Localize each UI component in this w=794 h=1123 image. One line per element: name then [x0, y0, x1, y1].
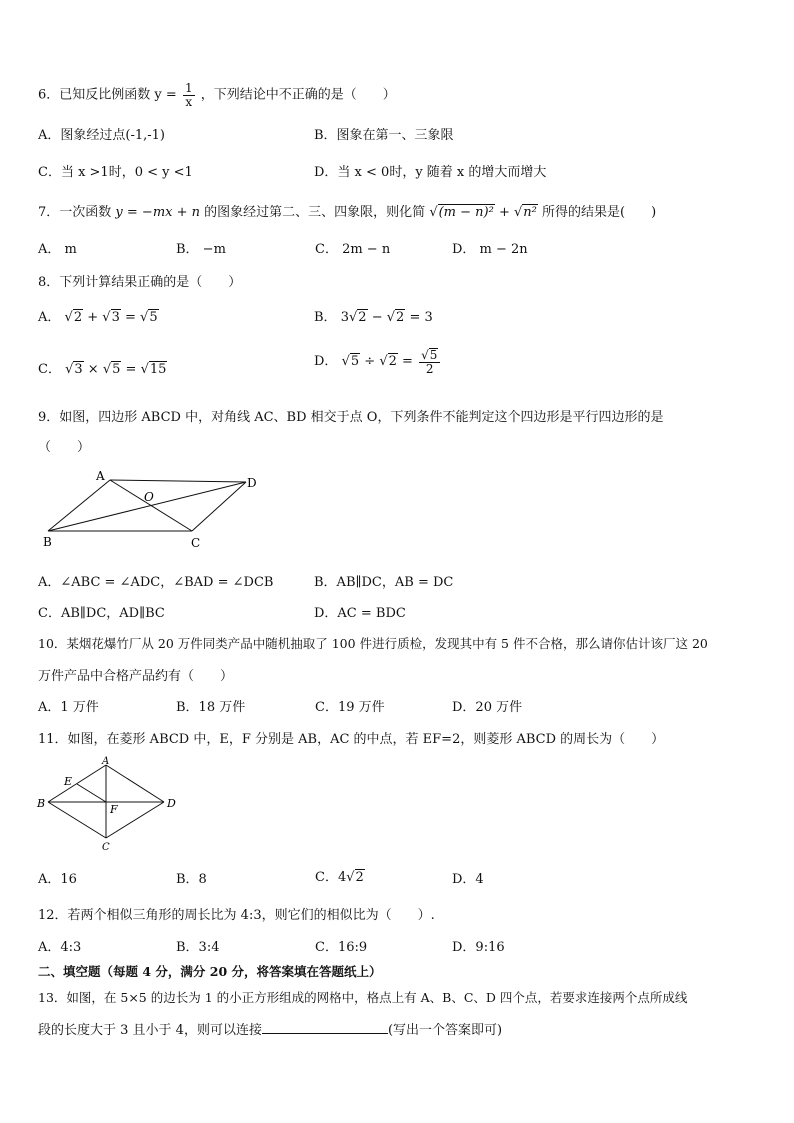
- q7-option-d: D． m − 2n: [452, 242, 528, 257]
- q6-option-c: C．当 x >1时，0 < y <1: [38, 165, 193, 180]
- q9-stem: 9．如图，四边形 ABCD 中，对角线 AC、BD 相交于点 O，下列条件不能判定这个四边形是平行四边形的是: [38, 410, 664, 425]
- q9-option-b: B．AB∥DC，AB = DC: [314, 575, 454, 590]
- q13-answer-blank[interactable]: [262, 1021, 388, 1034]
- section-2-title: 二、填空题（每题 4 分，满分 20 分，将答案填在答题纸上）: [38, 964, 382, 979]
- q7-option-a: A． m: [38, 242, 77, 257]
- q10-option-d: D．20 万件: [452, 700, 523, 715]
- q7-stem: [38, 201, 656, 220]
- q9-option-d: D．AC = BDC: [314, 606, 406, 621]
- q8-stem: 8．下列计算结果正确的是（ ）: [38, 275, 242, 290]
- q11-option-a: A．16: [38, 872, 77, 887]
- q12-option-d: D．9:16: [452, 940, 505, 955]
- q11-rhombus-figure: [34, 755, 184, 855]
- q7-radical-2: √n²: [514, 205, 537, 220]
- q11-label-a: A: [102, 756, 110, 767]
- q10-option-b: B．18 万件: [176, 700, 246, 715]
- q7-plus: +: [494, 205, 514, 220]
- q8-option-b: B． 3√2 − √2 = 3: [314, 310, 433, 325]
- q6-option-a: A．图象经过点(-1,-1): [38, 128, 165, 143]
- q6-suffix: ，下列结论中不正确的是（ ）: [200, 87, 396, 103]
- q11-option-b: B．8: [176, 872, 207, 887]
- q7-prefix: 7．一次函数: [38, 205, 112, 220]
- q8-option-a: A． √2 + √3 = √5: [38, 310, 158, 325]
- q12-option-c: C．16:9: [315, 940, 368, 955]
- q6-stem: [38, 82, 396, 108]
- q9-label-b: B: [43, 535, 52, 549]
- q6-function-lhs: y =: [154, 87, 177, 103]
- q8-option-d: D． √5 ÷ √2 = $\frac{√5}{2}$: [314, 348, 442, 375]
- q9-label-d: D: [247, 476, 257, 490]
- q9-option-a: A．∠ABC = ∠ADC，∠BAD = ∠DCB: [38, 575, 274, 590]
- q8-option-c: C． √3 × √5 = √15: [38, 362, 167, 377]
- q9-option-c: C．AB∥DC，AD∥BC: [38, 606, 165, 621]
- q6-prefix: 6．已知反比例函数: [38, 87, 151, 103]
- q10-option-a: A．1 万件: [38, 700, 99, 715]
- q10-option-c: C．19 万件: [315, 700, 385, 715]
- q6-fraction: $\frac{1}{x}$: [184, 81, 193, 109]
- q7-option-c: C． 2m − n: [315, 242, 391, 257]
- q12-option-a: A．4:3: [38, 940, 82, 955]
- q6-option-b: B．图象在第一、三象限: [314, 128, 454, 143]
- q9-label-o: O: [144, 490, 154, 504]
- q9-paren: （ ）: [38, 440, 91, 455]
- q12-stem: 12．若两个相似三角形的周长比为 4:3，则它们的相似比为（ ）.: [38, 908, 435, 923]
- q11-label-f: F: [110, 803, 118, 816]
- q6-option-d: D．当 x < 0时，y 随着 x 的增大而增大: [314, 165, 547, 180]
- q7-option-b: B． −m: [176, 242, 226, 257]
- q9-label-c: C: [191, 536, 201, 550]
- q10-stem-line1: 10．某烟花爆竹厂从 20 万件同类产品中随机抽取了 100 件进行质检，发现其中有 5 件不合格，那么请你估计该厂这 20: [38, 636, 708, 651]
- q11-label-e: E: [64, 775, 73, 788]
- q7-middle: 的图象经过第二、三、四象限，则化简: [204, 205, 426, 220]
- q7-radical-1: √(m − n)²: [429, 205, 494, 220]
- q12-option-b: B．3:4: [176, 940, 220, 955]
- q11-label-c: C: [102, 842, 110, 853]
- q11-option-c: C．4√2: [315, 870, 364, 885]
- q7-expression: y = −mx + n: [115, 205, 201, 220]
- q13-stem-line1: 13．如图，在 5×5 的边长为 1 的小正方形组成的网格中，格点上有 A、B、C、D 四个点，若要求连接两个点所成线: [38, 990, 688, 1005]
- q10-stem-line2: 万件产品中合格产品约有（ ）: [38, 669, 234, 684]
- q11-label-d: D: [167, 797, 176, 810]
- q9-label-a: A: [96, 469, 105, 483]
- q11-option-d: D．4: [452, 872, 484, 887]
- q11-stem: 11．如图，在菱形 ABCD 中，E，F 分别是 AB，AC 的中点，若 EF=2，则菱形 ABCD 的周长为（ ）: [38, 732, 665, 747]
- q7-suffix: 所得的结果是( ): [542, 205, 657, 220]
- q9-parallelogram-figure: [38, 468, 268, 554]
- q11-label-b: B: [37, 797, 46, 810]
- q13-stem-line2: 段的长度大于 3 且小于 4，则可以连接 (写出一个答案即可): [38, 1023, 503, 1038]
